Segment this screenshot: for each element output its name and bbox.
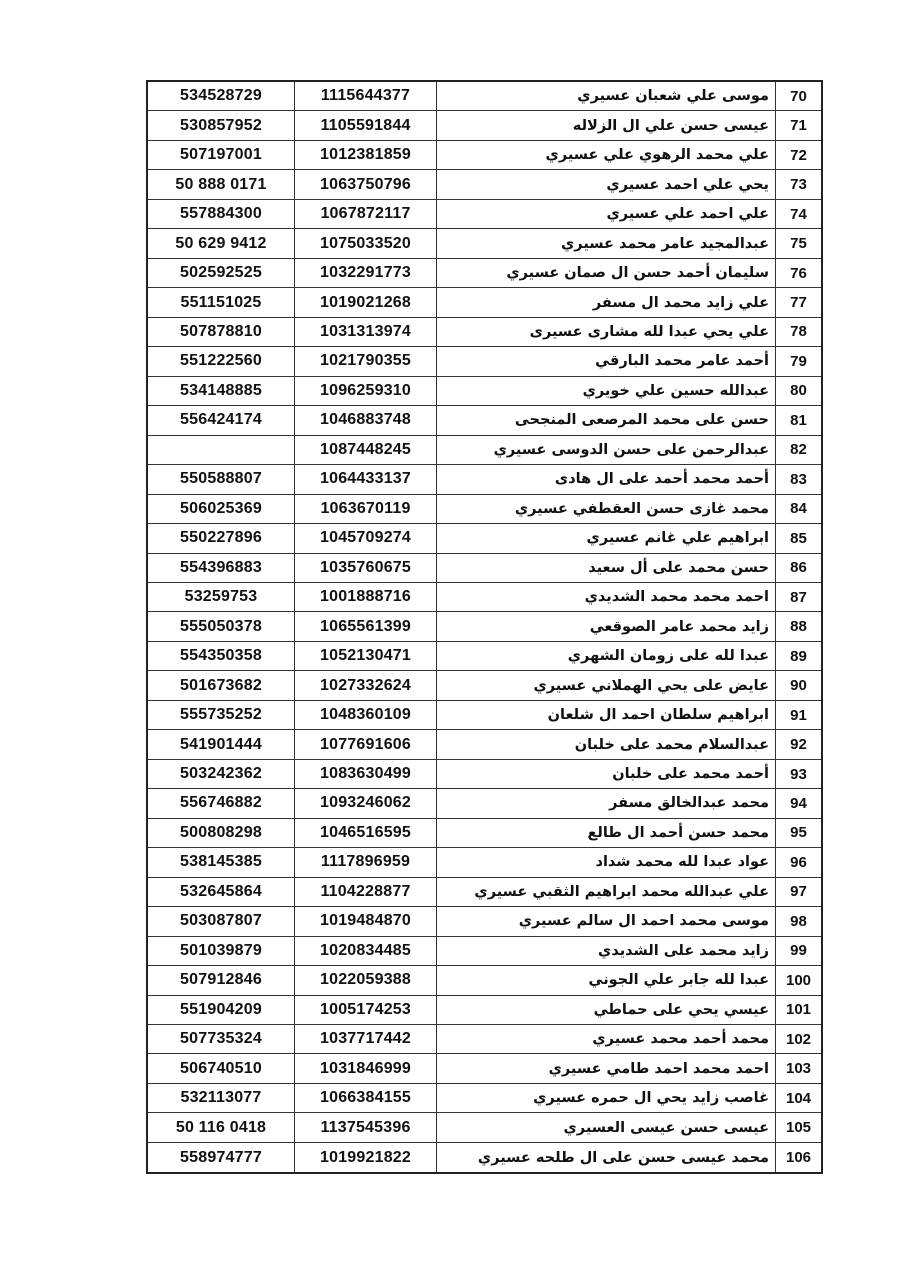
name-cell: عواد عبدا لله محمد شداد xyxy=(437,848,776,876)
row-number-cell: 98 xyxy=(790,912,807,930)
table-row xyxy=(148,495,821,524)
phone-cell: 50 116 0418 xyxy=(148,1113,295,1141)
id-number-cell: 1027332624 xyxy=(295,671,437,699)
phone-cell: 550227896 xyxy=(148,524,295,552)
table-row xyxy=(148,583,821,612)
row-number-cell: 102 xyxy=(785,1030,812,1048)
row-number-cell: 90 xyxy=(790,677,807,695)
name-cell: زايد محمد على الشديدي xyxy=(437,937,776,965)
id-number-cell: 1063670119 xyxy=(295,495,437,523)
table-row xyxy=(148,848,821,877)
row-number-cell: 81 xyxy=(790,411,807,429)
row-number-cell: 85 xyxy=(790,529,807,547)
id-number-cell: 1005174253 xyxy=(295,996,437,1024)
id-number-cell: 1032291773 xyxy=(295,259,437,287)
name-cell: زايد محمد عامر الصوقعي xyxy=(437,612,776,640)
phone-cell: 532113077 xyxy=(148,1084,295,1112)
id-number-cell: 1045709274 xyxy=(295,524,437,552)
row-number-cell: 70 xyxy=(790,87,807,105)
id-number-cell: 1037717442 xyxy=(295,1025,437,1053)
phone-cell: 507878810 xyxy=(148,318,295,346)
id-number-cell: 1019921822 xyxy=(295,1143,437,1172)
name-cell: عايض على يحي الهملاني عسيري xyxy=(437,671,776,699)
id-number-cell: 1067872117 xyxy=(295,200,437,228)
name-cell: عبدالرحمن على حسن الدوسى عسيري xyxy=(437,436,776,464)
id-number-cell: 1052130471 xyxy=(295,642,437,670)
id-number-cell: 1031313974 xyxy=(295,318,437,346)
table-row xyxy=(148,200,821,229)
id-number-cell: 1022059388 xyxy=(295,966,437,994)
data-table xyxy=(146,80,823,1174)
id-number-cell: 1012381859 xyxy=(295,141,437,169)
phone-cell: 502592525 xyxy=(148,259,295,287)
id-number-cell: 1075033520 xyxy=(295,229,437,257)
name-cell: عبدا لله على زومان الشهري xyxy=(437,642,776,670)
phone-cell: 501039879 xyxy=(148,937,295,965)
id-number-cell: 1066384155 xyxy=(295,1084,437,1112)
table-row xyxy=(148,966,821,995)
table-row xyxy=(148,996,821,1025)
table-row xyxy=(148,288,821,317)
phone-cell: 534528729 xyxy=(148,82,295,110)
table-row xyxy=(148,229,821,258)
id-number-cell: 1035760675 xyxy=(295,554,437,582)
name-cell: احمد محمد محمد الشديدي xyxy=(437,583,776,611)
phone-cell: 551151025 xyxy=(148,288,295,316)
phone-cell: 534148885 xyxy=(148,377,295,405)
id-number-cell: 1104228877 xyxy=(295,878,437,906)
phone-cell: 551222560 xyxy=(148,347,295,375)
row-number-cell: 105 xyxy=(785,1119,812,1137)
id-number-cell: 1046883748 xyxy=(295,406,437,434)
row-number-cell: 73 xyxy=(790,176,807,194)
phone-cell: 500808298 xyxy=(148,819,295,847)
row-number-cell: 86 xyxy=(790,559,807,577)
phone-cell: 50 629 9412 xyxy=(148,229,295,257)
id-number-cell: 1001888716 xyxy=(295,583,437,611)
id-number-cell: 1019484870 xyxy=(295,907,437,935)
row-number-cell: 94 xyxy=(790,794,807,812)
name-cell: أحمد محمد أحمد على ال هادى xyxy=(437,465,776,493)
id-number-cell: 1093246062 xyxy=(295,789,437,817)
table-row xyxy=(148,760,821,789)
phone-cell: 555735252 xyxy=(148,701,295,729)
name-cell: حسن محمد على أل سعيد xyxy=(437,554,776,582)
name-cell: حسن على محمد المرصعى المنجحى xyxy=(437,406,776,434)
phone-cell: 532645864 xyxy=(148,878,295,906)
table-row xyxy=(148,701,821,730)
phone-cell: 50 888 0171 xyxy=(148,170,295,198)
name-cell: عيسي يحي على حماطي xyxy=(437,996,776,1024)
row-number-cell: 93 xyxy=(790,765,807,783)
table-row xyxy=(148,1025,821,1054)
phone-cell: 550588807 xyxy=(148,465,295,493)
id-number-cell: 1115644377 xyxy=(295,82,437,110)
table-row xyxy=(148,82,821,111)
table-row xyxy=(148,111,821,140)
phone-cell: 507197001 xyxy=(148,141,295,169)
row-number-cell: 77 xyxy=(790,294,807,312)
table-row xyxy=(148,1113,821,1142)
phone-cell: 53259753 xyxy=(148,583,295,611)
table-row xyxy=(148,671,821,700)
name-cell: عيسى حسن عيسى العسيري xyxy=(437,1113,776,1141)
table-row xyxy=(148,878,821,907)
name-cell: عبدالسلام محمد على خلبان xyxy=(437,730,776,758)
row-number-cell: 83 xyxy=(790,470,807,488)
table-row xyxy=(148,789,821,818)
name-cell: غاصب زايد يحي ال حمره عسيري xyxy=(437,1084,776,1112)
id-number-cell: 1096259310 xyxy=(295,377,437,405)
row-number-cell: 74 xyxy=(790,205,807,223)
name-cell: محمد حسن أحمد ال طالع xyxy=(437,819,776,847)
name-cell: عيسى حسن علي ال الزلاله xyxy=(437,111,776,139)
table-row xyxy=(148,937,821,966)
table-row xyxy=(148,377,821,406)
table-row xyxy=(148,642,821,671)
row-number-cell: 75 xyxy=(790,235,807,253)
id-number-cell: 1077691606 xyxy=(295,730,437,758)
phone-cell: 554396883 xyxy=(148,554,295,582)
name-cell: احمد محمد احمد طامي عسيري xyxy=(437,1054,776,1082)
phone-cell: 503242362 xyxy=(148,760,295,788)
table-row xyxy=(148,406,821,435)
phone-cell: 558974777 xyxy=(148,1143,295,1172)
name-cell: موسى محمد احمد ال سالم عسيري xyxy=(437,907,776,935)
name-cell: عبدالمجيد عامر محمد عسيري xyxy=(437,229,776,257)
table-row xyxy=(148,612,821,641)
table-row xyxy=(148,347,821,376)
id-number-cell: 1031846999 xyxy=(295,1054,437,1082)
table-row xyxy=(148,730,821,759)
name-cell: أحمد محمد على خلبان xyxy=(437,760,776,788)
id-number-cell: 1083630499 xyxy=(295,760,437,788)
phone-cell: 557884300 xyxy=(148,200,295,228)
row-number-cell: 87 xyxy=(790,588,807,606)
phone-cell: 556424174 xyxy=(148,406,295,434)
row-number-cell: 80 xyxy=(790,382,807,400)
table-row xyxy=(148,1143,821,1172)
id-number-cell: 1117896959 xyxy=(295,848,437,876)
row-number-cell: 104 xyxy=(785,1089,812,1107)
row-number-cell: 92 xyxy=(790,736,807,754)
name-cell: علي زايد محمد ال مسفر xyxy=(437,288,776,316)
table-row xyxy=(148,554,821,583)
id-number-cell: 1137545396 xyxy=(295,1113,437,1141)
table-row xyxy=(148,170,821,199)
phone-cell: 541901444 xyxy=(148,730,295,758)
table-row xyxy=(148,1054,821,1083)
id-number-cell: 1046516595 xyxy=(295,819,437,847)
id-number-cell: 1019021268 xyxy=(295,288,437,316)
row-number-cell: 89 xyxy=(790,647,807,665)
name-cell: محمد عيسى حسن على ال طلحه عسيري xyxy=(437,1143,776,1172)
row-number-cell: 72 xyxy=(790,146,807,164)
row-number-cell: 96 xyxy=(790,853,807,871)
table-row xyxy=(148,436,821,465)
name-cell: موسى علي شعبان عسيري xyxy=(437,82,776,110)
id-number-cell: 1087448245 xyxy=(295,436,437,464)
id-number-cell: 1064433137 xyxy=(295,465,437,493)
name-cell: علي عبدالله محمد ابراهيم الثقبي عسيري xyxy=(437,878,776,906)
name-cell: محمد غازى حسن العقطفي عسيري xyxy=(437,495,776,523)
name-cell: عبدا لله جابر علي الجوني xyxy=(437,966,776,994)
row-number-cell: 79 xyxy=(790,352,807,370)
table-row xyxy=(148,259,821,288)
name-cell: سليمان أحمد حسن ال صمان عسيري xyxy=(437,259,776,287)
phone-cell: 538145385 xyxy=(148,848,295,876)
id-number-cell: 1021790355 xyxy=(295,347,437,375)
name-cell: ابراهيم علي غانم عسيري xyxy=(437,524,776,552)
id-number-cell: 1065561399 xyxy=(295,612,437,640)
id-number-cell: 1048360109 xyxy=(295,701,437,729)
row-number-cell: 91 xyxy=(790,706,807,724)
phone-cell: 530857952 xyxy=(148,111,295,139)
row-number-cell: 78 xyxy=(790,323,807,341)
phone-cell: 503087807 xyxy=(148,907,295,935)
phone-cell: 506740510 xyxy=(148,1054,295,1082)
table-row xyxy=(148,819,821,848)
name-cell: علي احمد علي عسيري xyxy=(437,200,776,228)
phone-cell: 501673682 xyxy=(148,671,295,699)
row-number-cell: 103 xyxy=(785,1060,812,1078)
name-cell: عبدالله حسين علي خويري xyxy=(437,377,776,405)
name-cell: محمد أحمد محمد عسيري xyxy=(437,1025,776,1053)
phone-cell: 507735324 xyxy=(148,1025,295,1053)
name-cell: ابراهيم سلطان احمد ال شلعان xyxy=(437,701,776,729)
row-number-cell: 88 xyxy=(790,618,807,636)
phone-cell: 555050378 xyxy=(148,612,295,640)
row-number-cell: 100 xyxy=(785,971,812,989)
phone-cell: 551904209 xyxy=(148,996,295,1024)
phone-cell: 506025369 xyxy=(148,495,295,523)
phone-cell: 507912846 xyxy=(148,966,295,994)
row-number-cell: 97 xyxy=(790,883,807,901)
row-number-cell: 76 xyxy=(790,264,807,282)
row-number-cell: 95 xyxy=(790,824,807,842)
table-row xyxy=(148,141,821,170)
table-row xyxy=(148,524,821,553)
row-number-cell: 84 xyxy=(790,500,807,518)
row-number-cell: 101 xyxy=(785,1001,812,1019)
row-number-cell: 71 xyxy=(790,117,807,135)
table-row xyxy=(148,1084,821,1113)
name-cell: أحمد عامر محمد البارقي xyxy=(437,347,776,375)
row-number-cell: 99 xyxy=(790,942,807,960)
table-row xyxy=(148,465,821,494)
table-row xyxy=(148,318,821,347)
phone-cell xyxy=(148,436,295,464)
row-number-cell: 82 xyxy=(790,441,807,459)
phone-cell: 554350358 xyxy=(148,642,295,670)
id-number-cell: 1020834485 xyxy=(295,937,437,965)
name-cell: محمد عبدالخالق مسفر xyxy=(437,789,776,817)
name-cell: علي يحي عبدا لله مشارى عسيرى xyxy=(437,318,776,346)
id-number-cell: 1105591844 xyxy=(295,111,437,139)
id-number-cell: 1063750796 xyxy=(295,170,437,198)
phone-cell: 556746882 xyxy=(148,789,295,817)
name-cell: علي محمد الرهوي علي عسيري xyxy=(437,141,776,169)
row-number-cell: 106 xyxy=(785,1149,812,1167)
name-cell: يحي علي احمد عسيري xyxy=(437,170,776,198)
table-row xyxy=(148,907,821,936)
